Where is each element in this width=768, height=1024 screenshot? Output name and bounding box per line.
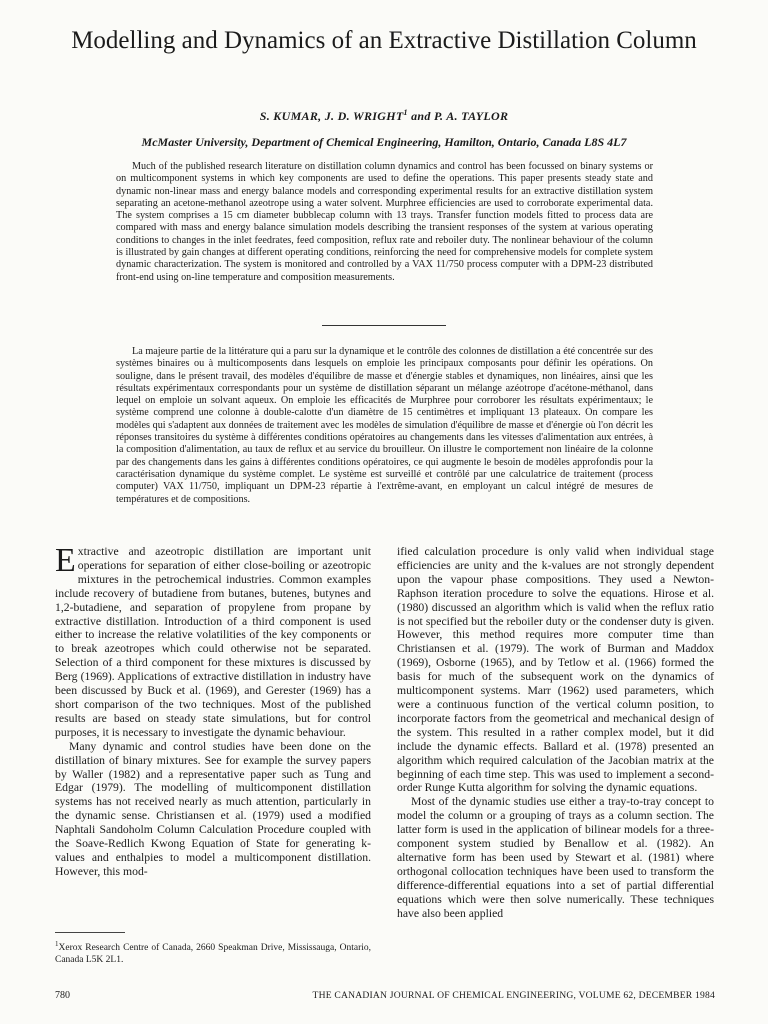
authors-line [60,108,708,124]
body-paragraph: ified calculation procedure is only valid when individual stage efficiencies are unity and the k-values are not strongly dependent upon the vapour phase compositions. They used a Newton-Raphson iteration procedure to solve the equations. Hirose et al. (1980) discussed an algorithm which is valid when the reflux ratio is not specified but the reboiler duty or the condenser duty is given. However, this method requires more computer time than Christiansen et al. (1979). The work of Burman and Maddox (1969), Osborne (1965), and by Tetlow et al. (1966) formed the basis for much of the subsequent work on the dynamics of multicomponent systems. Marr (1962) used parameters, which were a continuous function of the vertical column position, to incorporate factors from the geometrical and mechanical design of the system. This resulted in a rather complex model, but it did include the dynamic effects. Ballard et al. (1978) presented an algorithm which required calculation of the Jacobian matrix at the beginning of each time step. This was used to implement a second-order Runge Kutta algorithm for solving the dynamic equations. [397,545,714,795]
footnote-divider [55,932,125,933]
authors-names: S. KUMAR, J. D. WRIGHT [259,109,404,123]
body-paragraph: Many dynamic and control studies have been done on the distillation of binary mixtures. See for example the survey papers by Waller (1982) and a representative paper such as Tung and Edgar (1979). The modelling of multicomponent distillation systems has not received nearly as much attention, particularly in the dynamic sense. Christiansen et al. (1979) used a modified Naphtali Sandoholm Column Calculation Procedure coupled with the Soave-Redlich Kwong Equation of State for generating k-values and enthalpies to model a multicomponent distillation. However, this mod- [55,739,371,878]
footnote-marker: 1 [55,940,59,948]
affiliation: McMaster University, Department of Chemical Engineering, Hamilton, Ontario, Canada L8S 4L7 [141,135,627,149]
abstract-divider [322,325,446,326]
footnote-text: Xerox Research Centre of Canada, 2660 Speakman Drive, Mississauga, Ontario, Canada L5K 2L1. [55,943,371,966]
body-column-right [397,545,714,920]
abstract-english: Much of the published research literature on distillation column dynamics and control has been focussed on binary systems or on multicomponent systems in which key components are used to define the operations. This paper presents steady state and dynamic non-linear mass and energy balance models and corresponding experimental results for an extractive distillation system separating an acetone-methanol azeotrope using a water solvent. Murphree efficiencies are used to corroborate experimental data. The system comprises a 15 cm diameter bubblecap column with 13 trays. Transfer function models fitted to process data are compared with mass and energy balance simulation models describing the transient responses of the system at various operating conditions to changes in the inlet feedrates, feed composition, reflux rate and reboiler duty. The nonlinear behaviour of the column is illustrated by gain changes at different operating conditions, reinforcing the need for comprehensive models for complete system dynamic characterization. The system is monitored and controlled by a VAX 11/750 process computer with a DPM-23 distributed front-end using on-line temperature and composition measurements. [116,161,653,283]
body-paragraph: Most of the dynamic studies use either a tray-to-tray concept to model the column or a grouping of trays as a column section. The latter form is used in the application of bilinear models for a three-component system studied by Benallow et al. (1982). An alternative form has been used by Stewart et al. (1981) where orthogonal collocation techniques have been used to transform the difference-differential equations into a set of partial differential equations which were then solve numerically. These techniques have also been applied [397,795,714,920]
footnote [55,938,371,966]
authors-names-rest: and P. A. TAYLOR [407,109,509,123]
author-footnote-marker: 1 [403,108,408,117]
body-paragraph-text: xtractive and azeotropic distillation are important unit operations for separation of either close-boiling or azeotropic mixtures in the petrochemical industries. Common examples include recovery of butadiene from butanes, butenes, butynes and 1,2-butadiene, and separation of propylene from propane by extractive distillation. Introduction of a third component is used either to increase the relative volatilities of the key components or to break azeotropes which could otherwise not be separated. Selection of a third component for these mixtures is discussed by Berg (1969). Applications of extractive distillation in industry have been discussed by Buck et al. (1969), and Gerester (1969) has a short comparison of the two techniques. Most of the published results are based on steady state simulations, but for control purposes, it is necessary to investigate the dynamic behaviour. [55,545,371,739]
journal-footer: THE CANADIAN JOURNAL OF CHEMICAL ENGINEERING, VOLUME 62, DECEMBER 1984 [312,990,715,1001]
abstract-french: La majeure partie de la littérature qui a paru sur la dynamique et le contrôle des colonnes de distillation a été concentrée sur des systèmes binaires ou à multicomposents dans lesquels on emploie les principaux composants pour définir les opérations. On souligne, dans le présent travail, des modèles d'équilibre de masse et d'énergie stables et dynamiques, non linéaires, ainsi que les résultats expérimentaux correspondants pour un système de distillation séparant un mélange azéotrope d'acétone-méthanol, dans lequel on emploie un solvant aqueux. On emploie les efficacités de Murphree pour corroborer les résultats expérimentaux; le système comprend une colonne à double-calotte d'un diamètre de 15 centimètres et impliquant 13 plateaux. On compare les modèles qui s'adaptent aux données de traitement avec les modèles de simulation d'équilibre de masse et d'énergie où l'on décrit les réponses transitoires du système à différentes conditions opératoires au changements dans les vitesses d'alimentation aux entrées, à la composition d'alimentation, au taux de reflux et au service du brouilleur. On illustre le comportement non linéaire de la colonne par des changements dans les gains à différentes conditions opératoires, ce qui augmente le besoin de modèles approfondis pour la caractérisation dynamique du système complet. Le système est surveillé et contrôlé par une calculatrice de traitement (process computer) VAX 11/750, impliquant un DPM-23 répartie à l'extrême-avant, en employant un calcul intégré de mesures de températures et de compositions. [116,346,653,505]
body-column-left [55,542,371,879]
body-paragraph [55,542,371,740]
drop-cap: E [55,542,76,579]
page-number: 780 [55,990,70,1001]
paper-title: Modelling and Dynamics of an Extractive Distillation Column [71,27,697,54]
